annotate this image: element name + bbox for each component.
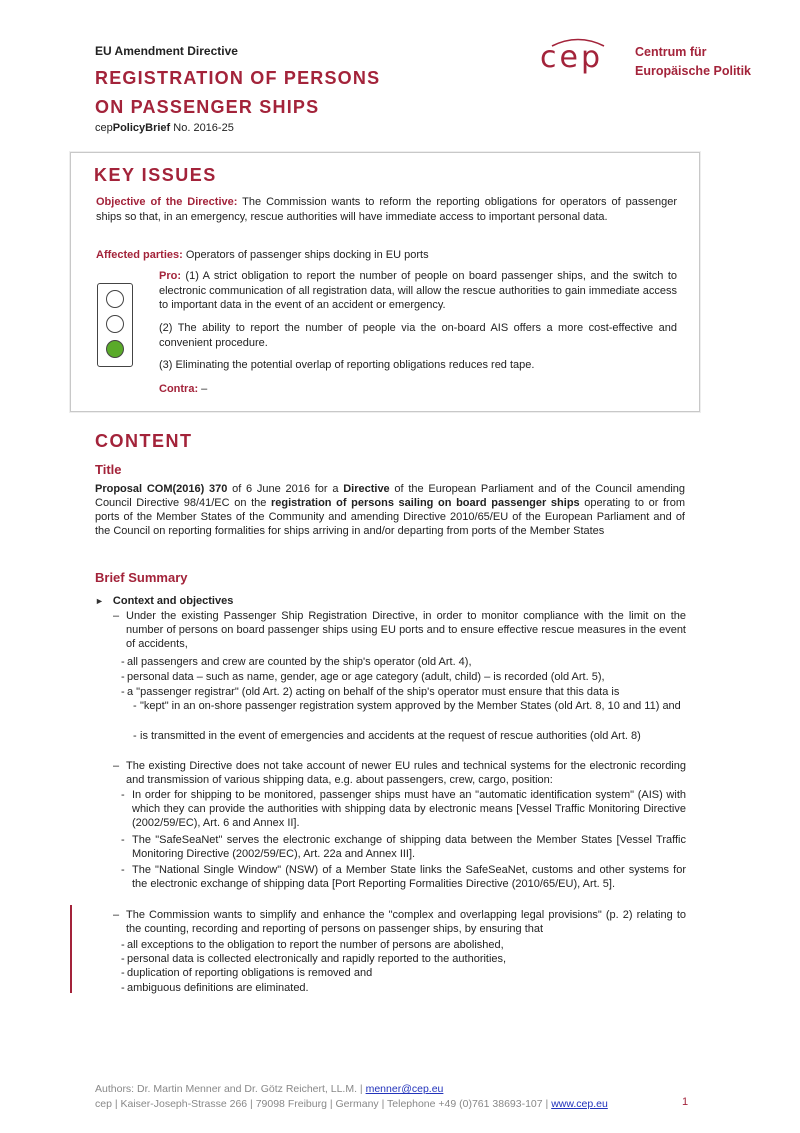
- key-issues-box: [70, 152, 700, 412]
- document-title: [95, 64, 380, 122]
- traffic-light-middle-lamp: [106, 315, 124, 333]
- author-email-link[interactable]: menner@cep.eu: [365, 1083, 444, 1095]
- dash-bullet-icon: –: [113, 909, 120, 921]
- hyphen-bullet-icon: -: [133, 730, 137, 742]
- sub-list-item: "kept" in an on-shore passenger registration system approved by the Member States (old Art. 8, 10 and 11) and: [140, 700, 681, 712]
- list-item: duplication of reporting obligations is removed and: [127, 967, 373, 979]
- footer-authors: Authors: Dr. Martin Menner and Dr. Götz Reichert, LL.M. | menner@cep.eu: [95, 1083, 444, 1095]
- list-item: all exceptions to the obligation to report the number of persons are abolished,: [127, 939, 504, 951]
- dash-item-1: Under the existing Passenger Ship Registration Directive, in order to monitor compliance with the limit on the number of persons on board passenger ships using EU ports and to ensure effective rescue measures in the event of accidents,: [126, 610, 686, 650]
- hyphen-bullet-icon: -: [121, 656, 125, 668]
- sub-list-item: is transmitted in the event of emergencies and accidents at the request of rescue authorities (old Art. 8): [140, 730, 641, 742]
- list-item: personal data – such as name, gender, age or age category (adult, child) – is recorded (old Art. 5),: [127, 671, 605, 683]
- proposal-paragraph: Proposal COM(2016) 370 of 6 June 2016 for a Directive of the European Parliament and of the Council amending Council Directive 98/41/EC on the registration of persons sailing on board passenger ships operating to or from ports of the Member States of the Community and amending Directive 2010/65/EU of the European Parliament and of the Council on reporting formalities for ships arriving in and/or departing from ports of the Member States: [95, 483, 685, 537]
- hyphen-bullet-icon: -: [121, 789, 125, 801]
- dash-bullet-icon: –: [113, 760, 120, 772]
- pro-paragraph-2: (2) The ability to report the number of people via the on-board AIS offers a more cost-effective and convenient procedure.: [159, 322, 677, 349]
- title-line-2: ON PASSENGER SHIPS: [95, 97, 320, 117]
- logo-wordmark: cep: [540, 40, 603, 75]
- contra-paragraph: Contra: –: [159, 383, 208, 395]
- hyphen-bullet-icon: -: [133, 700, 137, 712]
- hyphen-bullet-icon: -: [121, 939, 125, 951]
- cep-logo: [540, 40, 770, 88]
- change-marker-bar: [70, 905, 72, 993]
- pro-paragraph-3: (3) Eliminating the potential overlap of reporting obligations reduces red tape.: [159, 359, 535, 371]
- traffic-light-top-lamp: [106, 290, 124, 308]
- hyphen-bullet-icon: -: [121, 864, 125, 876]
- title-line-1: REGISTRATION OF PERSONS: [95, 68, 381, 88]
- dash-item-2: The existing Directive does not take account of newer EU rules and technical systems for the electronic recording and transmission of various shipping data, e.g. about passengers, crew, cargo, position:: [126, 760, 686, 786]
- document-supertitle: EU Amendment Directive: [95, 44, 238, 58]
- triangle-bullet-icon: ►: [95, 596, 104, 606]
- list-item: In order for shipping to be monitored, passenger ships must have an "automatic identification system" (AIS) with which they can provide the authorities with shipping data by electronic means [Vessel Traffic Monitoring Directive (2002/59/EC), Art. 6 and Annex II].: [132, 789, 686, 829]
- hyphen-bullet-icon: -: [121, 686, 125, 698]
- list-item: The "SafeSeaNet" serves the electronic exchange of shipping data between the Member States [Vessel Traffic Monitoring Directive (2002/59/EC), Art. 22a and Annex III].: [132, 834, 686, 860]
- dash-item-3: The Commission wants to simplify and enhance the "complex and overlapping legal provisions" (p. 2) relating to the counting, recording and reporting of persons on passenger ships, by ensuring that: [126, 909, 686, 935]
- hyphen-bullet-icon: -: [121, 967, 125, 979]
- list-item: ambiguous definitions are eliminated.: [127, 982, 309, 994]
- affected-parties-paragraph: Affected parties: Operators of passenger ships docking in EU ports: [96, 249, 429, 261]
- hyphen-bullet-icon: -: [121, 834, 125, 846]
- hyphen-bullet-icon: -: [121, 982, 125, 994]
- brief-summary-heading: Brief Summary: [95, 570, 188, 585]
- dash-bullet-icon: –: [113, 610, 120, 622]
- list-item: a "passenger registrar" (old Art. 2) acting on behalf of the ship's operator must ensure that this data is: [127, 686, 620, 698]
- traffic-light-green-lamp: [106, 340, 124, 358]
- website-link[interactable]: www.cep.eu: [551, 1098, 608, 1110]
- objective-paragraph: Objective of the Directive: The Commission wants to reform the reporting obligations for operators of passenger ships so that, in an emergency, rescue authorities will have immediate access to important personal data.: [96, 196, 677, 223]
- logo-name-line-1: Centrum für: [635, 45, 707, 59]
- traffic-light-icon: [97, 283, 133, 367]
- list-item: The "National Single Window" (NSW) of a Member State links the SafeSeaNet, customs and other systems for the electronic exchange of shipping data [Port Reporting Formalities Directive (2010/65/EU), Art. 5].: [132, 864, 686, 890]
- list-item: all passengers and crew are counted by the ship's operator (old Art. 4),: [127, 656, 472, 668]
- pro-paragraph-1: Pro: (1) A strict obligation to report the number of people on board passenger ships, and the switch to electronic communication of all registration data, will allow the rescue authorities to gain immediate access to important data in the event of an accident or emergency.: [159, 270, 677, 311]
- hyphen-bullet-icon: -: [121, 953, 125, 965]
- page-number: 1: [682, 1096, 689, 1108]
- key-issues-title: KEY ISSUES: [94, 165, 217, 185]
- hyphen-bullet-icon: -: [121, 671, 125, 683]
- title-subheading: Title: [95, 462, 122, 477]
- logo-name-line-2: Europäische Politik: [635, 64, 752, 78]
- context-heading: ► Context and objectives: [95, 595, 234, 607]
- footer-address: cep | Kaiser-Joseph-Strasse 266 | 79098 Freiburg | Germany | Telephone +49 (0)761 38693-107 | www.cep.eu: [95, 1098, 608, 1110]
- policy-brief-number: cepPolicyBrief No. 2016-25: [95, 122, 234, 134]
- content-heading: CONTENT: [95, 431, 193, 451]
- list-item: personal data is collected electronically and rapidly reported to the authorities,: [127, 953, 507, 965]
